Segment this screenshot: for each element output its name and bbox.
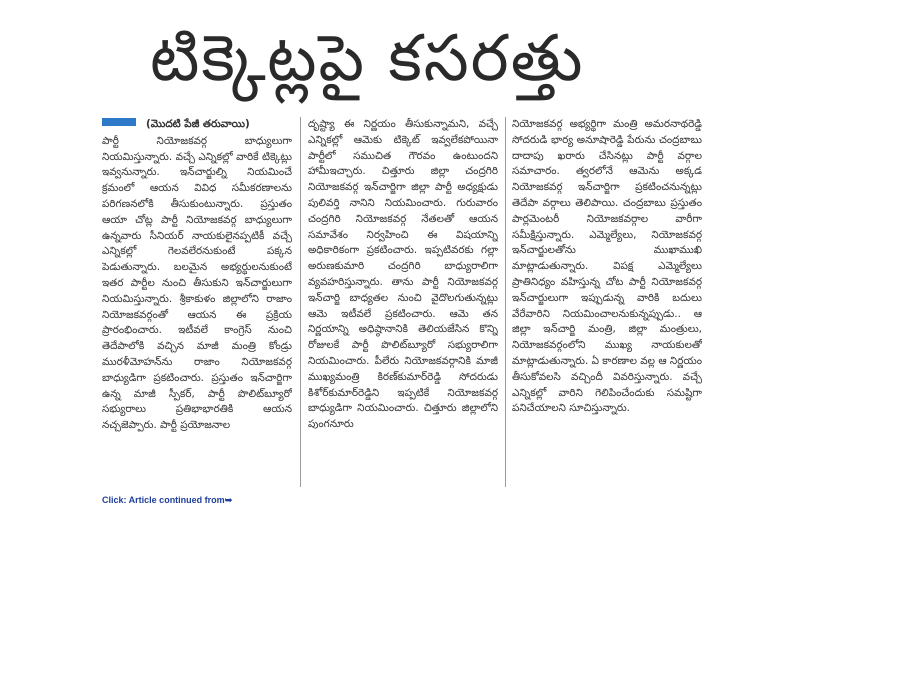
- article-body: [102, 117, 702, 487]
- article-column-text: పార్టీ నియోజకవర్గ బాధ్యులుగా నియమిస్తున్నారు. వచ్చే ఎన్నికల్లో వారికే టిక్కెట్లు ఇవ్వనున్నారు. ఇన్‌చార్జుల్ని నియమించే క్రమంలో ఆయన వివిధ సమీకరణాలను పరిగణనలోకి తీసుకుంటున్నారు. ప్రస్తుతం ఆయా చోట్ల పార్టీ నియోజకవర్గ బాధ్యులుగా ఉన్నవారు సీనియర్ నాయకులైనప్పటికీ వచ్చే ఎన్నికల్లో గెలవలేరనుకుంటే పక్కన పెడుతున్నారు. బలమైన అభ్యర్థులనుకుంటే ఇతర పార్టీల నుంచి తీసుకుని ఇన్‌చార్జులుగా నియమిస్తున్నారు. శ్రీకాకుళం జిల్లాలోని రాజాం నియోజకవర్గంతో ఆయన ఈ ప్రక్రియ ప్రారంభించారు. ఇటీవలే కాంగ్రెస్ నుంచి తెదేపాలోకి వచ్చిన మాజీ మంత్రి కోండ్రు మురళీమోహన్‌ను రాజాం నియోజకవర్గ బాధ్యుడిగా ప్రకటించారు. ప్రస్తుతం ఇన్‌చార్జిగా ఉన్న మాజీ స్పీకర్, పార్టీ పొలిట్‌బ్యూరో సభ్యురాలు ప్రతిభాభారతికి ఆయన నచ్చజెప్పారు. పార్టీ ప్రయోజనాల: [102, 134, 292, 432]
- continued-from-label: (మొదటి పేజీ తరువాయి): [102, 117, 292, 133]
- article-continued-link[interactable]: [102, 495, 232, 506]
- article-column-3: [512, 117, 702, 487]
- article-column-1: [102, 117, 292, 487]
- arrow-icon: ➥: [224, 495, 233, 505]
- article-column-text: దృష్ట్యా ఈ నిర్ణయం తీసుకున్నామని, వచ్చే ఎన్నికల్లో ఆమెకు టిక్కెట్ ఇవ్వలేకపోయినా పార్టీలో సముచిత గౌరవం ఉంటుందని హామీఇచ్చారు. చిత్తూరు జిల్లా చంద్రగిరి నియోజకవర్గ ఇన్‌చార్జిగా జిల్లా పార్టీ అధ్యక్షుడు పులివర్తి నానిని నియమించారు. గురువారం చంద్రగిరి నియోజకవర్గ నేతలతో ఆయన సమావేశం నిర్వహించి ఈ విషయాన్ని అధికారికంగా ప్రకటించారు. ఇప్పటివరకు గల్లా అరుణకుమారి చంద్రగిరి బాధ్యురాలిగా వ్యవహరిస్తున్నారు. తాను పార్టీ నియోజకవర్గ ఇన్‌చార్జి బాధ్యతల నుంచి వైదొలగుతున్నట్లు ఆమె ఇటీవలే ప్రకటించారు. ఆమె తన నిర్ణయాన్ని అధిష్ఠానానికి తెలియజేసిన కొన్ని రోజులకే పార్టీ పొలిట్‌బ్యూరో సభ్యురాలిగా నియమించారు. పీలేరు నియోజకవర్గానికి మాజీ ముఖ్యమంత్రి కిరణ్‌కుమార్‌రెడ్డి సోదరుడు కిశోర్‌కుమార్‌రెడ్డిని ఇప్పటికే నియోజకవర్గ బాధ్యుడిగా నియమించారు. చిత్తూరు జిల్లాలోని పుంగనూరు: [308, 118, 498, 431]
- article-column-2: [308, 117, 498, 487]
- headline: టిక్కెట్లపై కసరత్తు: [150, 22, 585, 96]
- article-column-text: నియోజకవర్గ అభ్యర్థిగా మంత్రి అమరనాథరెడ్డి సోదరుడి భార్య అనూషారెడ్డి పేరును చంద్రబాబు దాదాపు ఖరారు చేసినట్లు పార్టీ వర్గాల సమాచారం. త్వరలోనే ఆమెను అక్కడ నియోజకవర్గ ఇన్‌చార్జిగా ప్రకటించనున్నట్లు తెదేపా వర్గాలు తెలిపాయి. చంద్రబాబు ప్రస్తుతం పార్లమెంటరీ నియోజకవర్గాల వారీగా సమీక్షిస్తున్నారు. ఎమ్మెల్యేలు, నియోజకవర్గ ఇన్‌చార్జులతోను ముఖాముఖి మాట్లాడుతున్నారు. విపక్ష ఎమ్మెల్యేలు ప్రాతినిధ్యం వహిస్తున్న చోట పార్టీ నియోజకవర్గ ఇన్‌చార్జులుగా ఇప్పుడున్న వారికి బదులు వేరేవారిని నియమించాలనుకున్నప్పుడు.. ఆ జిల్లా ఇన్‌చార్జి మంత్రి, జిల్లా మంత్రులు, నియోజకవర్గంలోని ముఖ్య నాయకులతో మాట్లాడుతున్నారు. ఏ కారణాల వల్ల ఆ నిర్ణయం తీసుకోవలసి వచ్చిందీ వివరిస్తున్నారు. వచ్చే ఎన్నికల్లో వారిని గెలిపించేందుకు సమష్టిగా పనిచేయాలని సూచిస్తున్నారు.: [512, 118, 702, 415]
- column-divider: [505, 117, 506, 487]
- article-continued-link-label: Click: Article continued from: [102, 495, 225, 505]
- column-divider: [300, 117, 301, 487]
